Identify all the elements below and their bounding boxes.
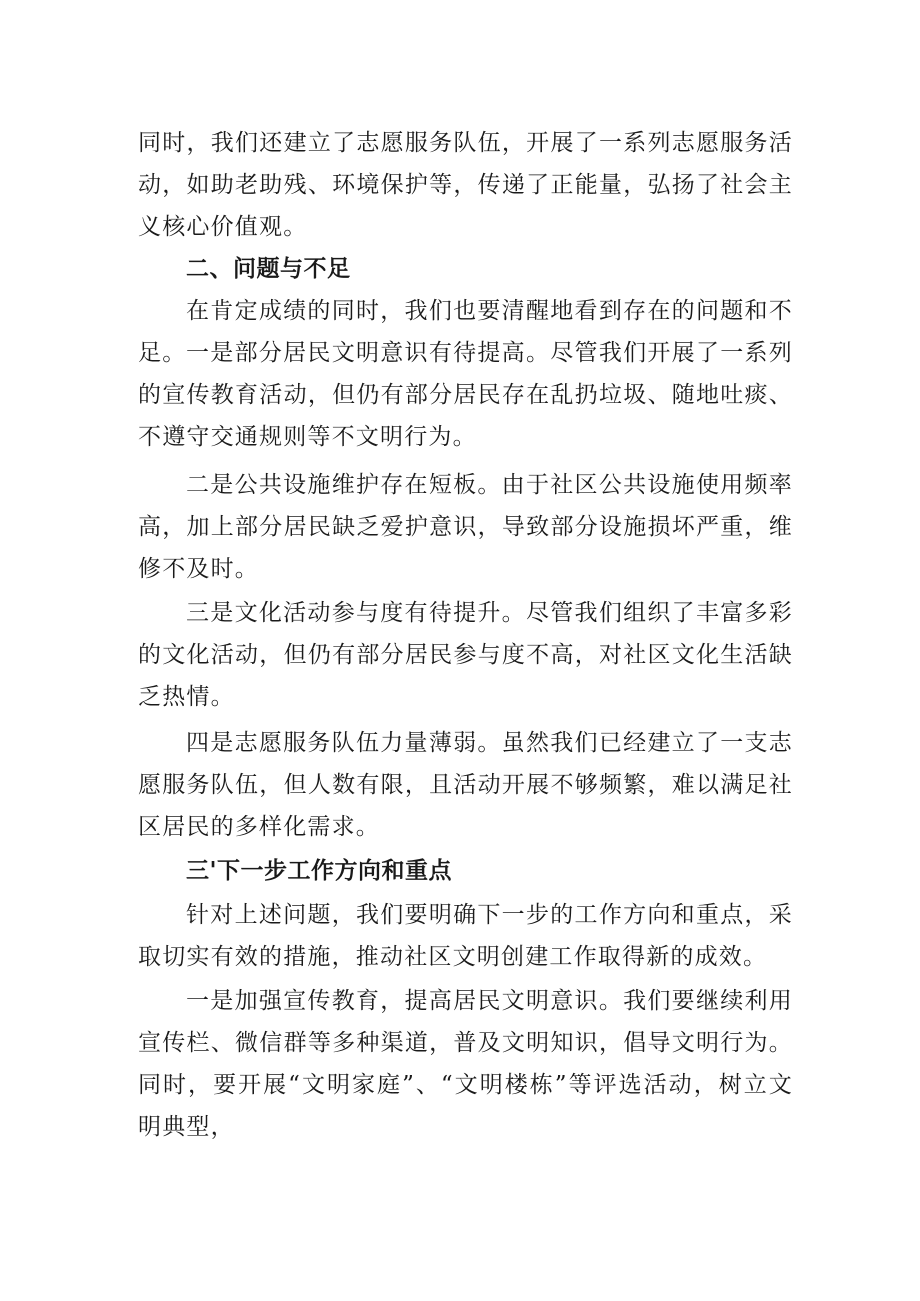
paragraph-plan-1: 一是加强宣传教育，提高居民文明意识。我们要继续利用宣传栏、微信群等多种渠道，普及文明知识，倡导文明行为。同时，要开展“文明家庭”、“文明楼栋”等评选活动，树立文明典型， bbox=[138, 988, 793, 1140]
paragraph-problems-intro: 在肯定成绩的同时，我们也要清醒地看到存在的问题和不足。 bbox=[138, 298, 793, 366]
paragraph-issue-3: 三是文化活动参与度有待提升。尽管我们组织了丰富多彩的文化活动，但仍有部分居民参与度不高，对社区文化生活缺乏热情。 bbox=[138, 600, 793, 710]
paragraph-continuation: 同时，我们还建立了志愿服务队伍，开展了一系列志愿服务活动，如助老助残、环境保护等，传递了正能量，弘扬了社会主义核心价值观。 bbox=[138, 130, 793, 240]
paragraph-issue-4: 四是志愿服务队伍力量薄弱。虽然我们已经建立了一支志愿服务队伍，但人数有限，且活动开展不够频繁，难以满足社区居民的多样化需求。 bbox=[138, 730, 793, 840]
section-heading-problems: 二、问题与不足 bbox=[186, 256, 351, 282]
section-heading-next-steps: 三'下一步工作方向和重点 bbox=[186, 858, 453, 884]
paragraph-next-steps-intro: 针对上述问题，我们要明确下一步的工作方向和重点，采取切实有效的措施，推动社区文明创建工作取得新的成效。 bbox=[138, 902, 793, 970]
paragraph-issue-2: 二是公共设施维护存在短板。由于社区公共设施使用频率高，加上部分居民缺乏爱护意识，导致部分设施损坏严重，维修不及时。 bbox=[138, 472, 793, 582]
paragraph-issue-1: 一是部分居民文明意识有待提高。尽管我们开展了一系列的宣传教育活动，但仍有部分居民存在乱扔垃圾、随地吐痰、不遵守交通规则等不文明行为。 bbox=[138, 340, 793, 450]
